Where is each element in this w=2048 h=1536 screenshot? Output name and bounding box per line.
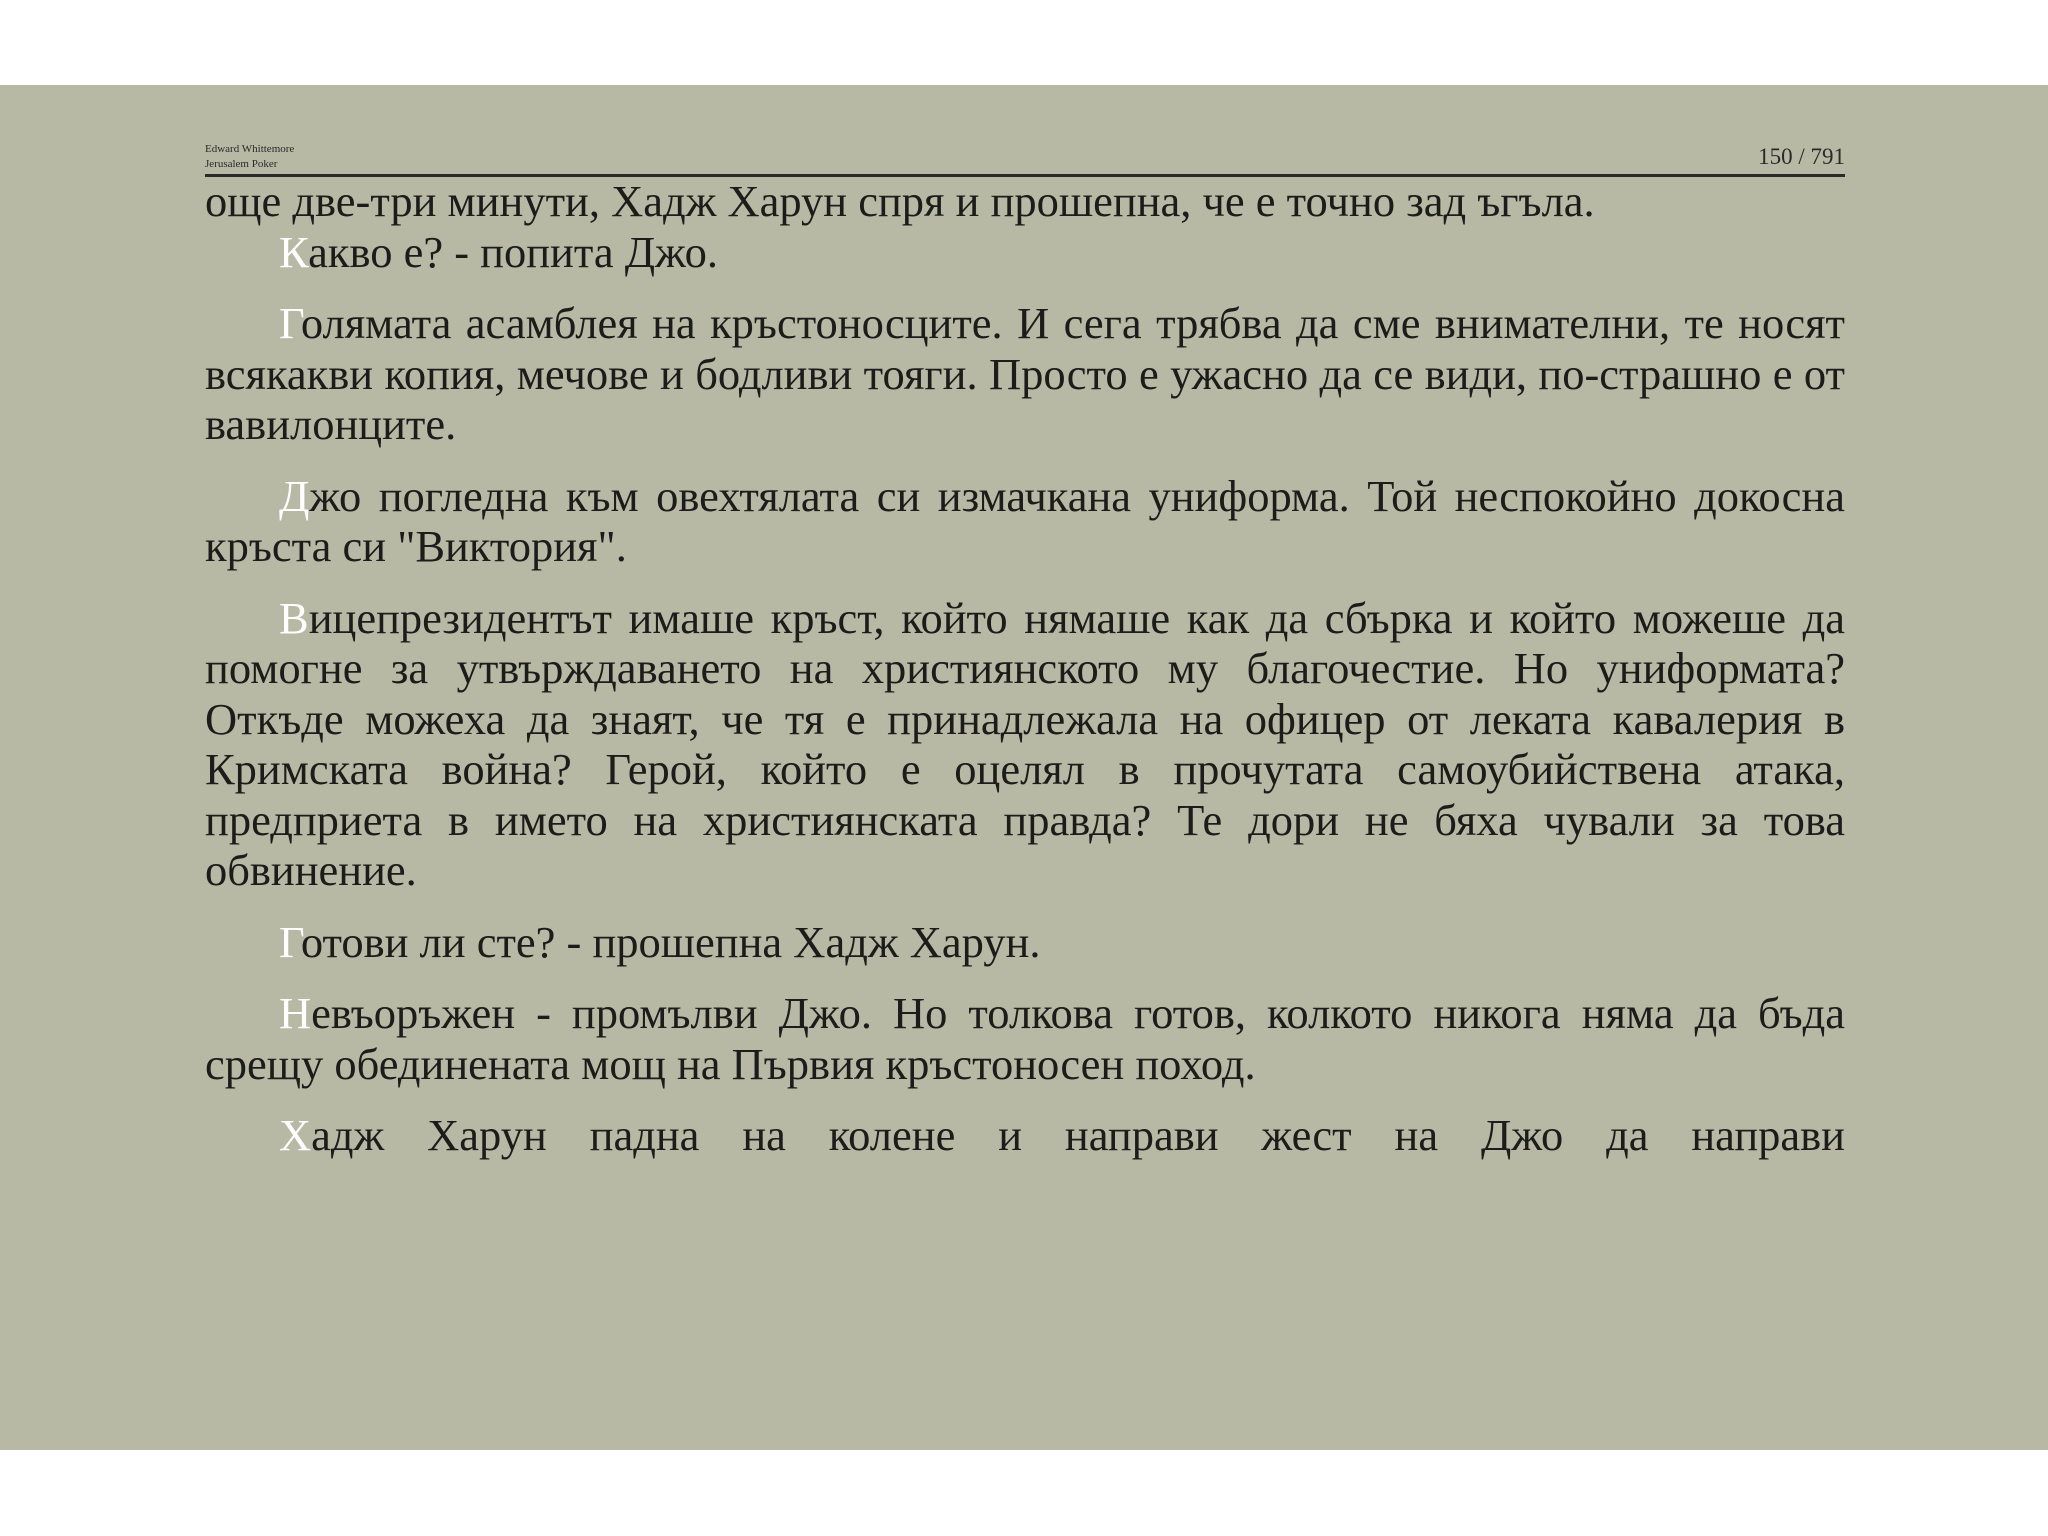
book-text: [205, 176, 1845, 1161]
paragraph-initial: Н: [279, 988, 312, 1038]
paragraph-initial: Д: [279, 470, 310, 521]
page-number: 150 / 791: [1758, 144, 1845, 169]
paragraph-text: отови ли сте? - прошепна Хадж Харун.: [300, 916, 1041, 967]
paragraph-initial: Г: [279, 916, 301, 967]
paragraph: [205, 988, 1845, 1089]
paragraph-text: жо погледна към овехтялата си измачкана униформа. Той неспокойно докосна кръста си "Виктория".: [205, 470, 1845, 571]
paragraph: [205, 227, 1845, 278]
book-title: Jerusalem Poker: [205, 158, 278, 170]
paragraph-text: ицепрезидентът имаше кръст, който нямаше как да сбърка и който можеше да помогне за утвърждаването на християнското му благочестие. Но униформата? Откъде можеха да знаят, че тя е принадлежала на офицер от леката кавалерия в Кримската война? Герой, който е оцелял в прочутата самоубийствена атака, предприета в името на християнската правда? Те дори не бяха чували за това обвинение.: [205, 592, 1845, 895]
paragraph: [205, 298, 1845, 450]
paragraph-initial: Х: [279, 1110, 312, 1160]
author-name: Edward Whittemore: [205, 143, 295, 155]
paragraph: [205, 1110, 1845, 1161]
page-header: [205, 138, 1845, 177]
paragraph-text: олямата асамблея на кръстоносците. И сега трябва да сме внимателни, те носят всякакви копия, мечове и бодливи тояги. Просто е ужасно да се види, по-страшно е от вавилонците.: [205, 298, 1845, 449]
paragraph-text: адж Харун падна на колене и направи жест на Джо да направи: [311, 1110, 1845, 1160]
paragraph-text: акво е? - попита Джо.: [308, 226, 719, 277]
paragraph-text: евъоръжен - промълви Джо. Но толкова готов, колкото никога няма да бъда срещу обединената мощ на Първия кръстоносен поход.: [205, 988, 1845, 1089]
paragraph: [205, 593, 1845, 896]
paragraph: [205, 471, 1845, 572]
book-meta: [205, 142, 294, 172]
paragraph: [205, 176, 1845, 227]
paragraph-initial: К: [279, 226, 309, 277]
paragraph: [205, 917, 1845, 968]
paragraph-text: още две-три минути, Хадж Харун спря и прошепна, че е точно зад ъгъла.: [205, 176, 1595, 226]
paragraph-initial: В: [279, 592, 309, 643]
paragraph-initial: Г: [279, 298, 301, 348]
